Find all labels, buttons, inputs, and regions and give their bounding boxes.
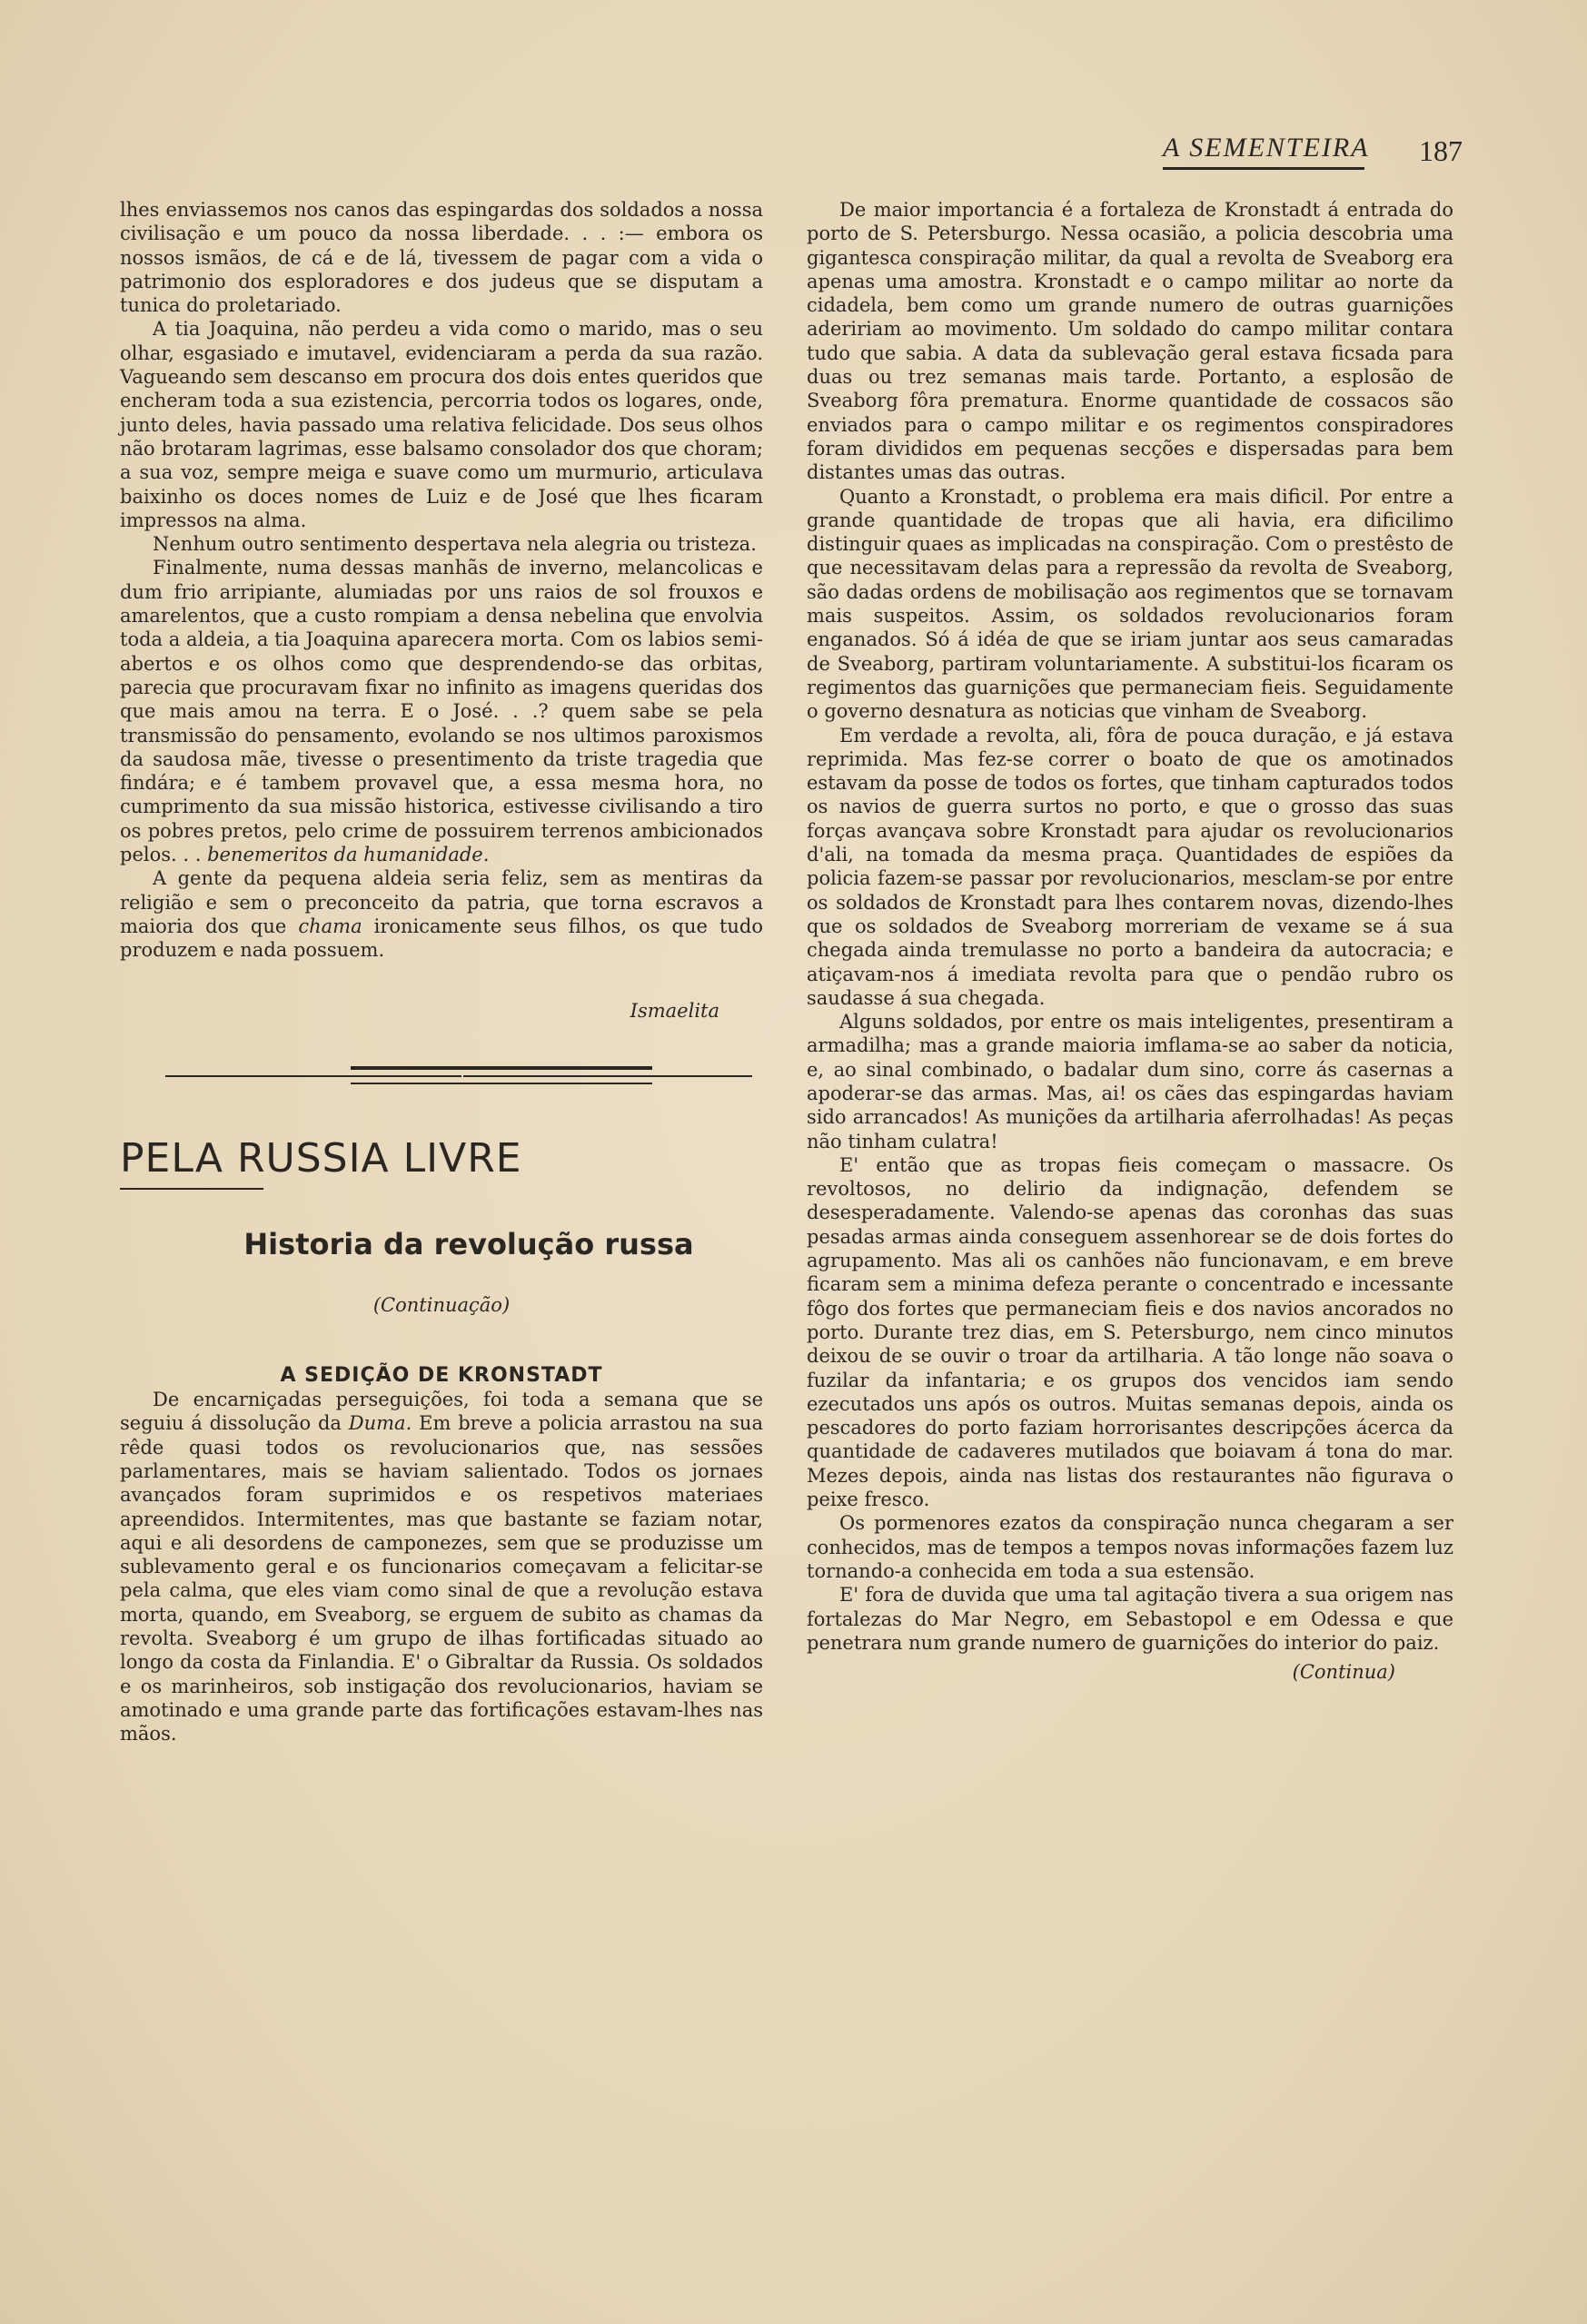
paragraph: A tia Joaquina, não perdeu a vida como o marido, mas o seu olhar, esgasiado e imutavel, evidenciaram a perda da sua razão. Vagueando sem descanso em procura dos dois entes queridos que encheram toda a sua ezistencia, percorria todos os logares, onde, junto deles, havia passado uma relativa felicidade. Dos seus olhos não brotaram lagrimas, esse balsamo consolador dos que choram; a sua voz, sempre meiga e suave como um murmurio, articulava baixinho os doces nomes de Luiz e de José que lhes ficaram impressos na alma. xyxy=(120,318,763,531)
running-header xyxy=(1154,127,1472,171)
right-column xyxy=(807,198,1453,1684)
author-signature: Ismaelita xyxy=(630,999,719,1022)
section-title: PELA RUSSIA LIVRE xyxy=(120,1134,522,1182)
divider-line xyxy=(165,1075,461,1077)
divider-line xyxy=(351,1083,652,1084)
magazine-title: A SEMENTEIRA xyxy=(1163,133,1370,163)
italic-text: Duma. xyxy=(348,1412,412,1435)
section-title-rule xyxy=(120,1188,263,1190)
paragraph: lhes enviassemos nos canos das espingardas dos soldados a nossa civilisação e um pouco da nossa liberdade. . . :— embora os nossos ismãos, de cá e de lá, tivessem de pagar com a vida o patrimonio dos esploradores e dos judeus que se disputam a tunica do proletariado. xyxy=(120,199,763,317)
continuation-note: (Continuação) xyxy=(372,1293,511,1316)
paragraph-text: Em breve a policia arrastou na sua rêde quasi todos os revolucionarios que, nas sessões parlamentares, mais se haviam salientado. Todos os jornaes avançados foram suprimidos e os respetivos materiaes apreendidos. Intermitentes, mas que bastante se faziam notar, aqui e ali desordens de camponezes, sem que se produzisse um sublevamento geral e os funcionarios começavam a felicitar-se pela calma, que eles viam como sinal de que a revolução estava morta, quando, em Sveaborg, se erguem de subito as chamas da revolta. Sveaborg é um grupo de ilhas fortificadas situado ao longo da costa da Finlandia. E' o Gibraltar da Russia. Os soldados e os marinheiros, sob instigação dos revolucionarios, haviam se amotinado e uma grande parte das fortificações estavam-lhes nas mãos. xyxy=(120,1412,763,1745)
italic-text: chama xyxy=(298,915,362,937)
paragraph-text: A gente da pequena aldeia seria feliz, sem as mentiras da religião e sem o preconceito da patria, que torna escravos a maioria dos que xyxy=(120,867,763,937)
paragraph: Alguns soldados, por entre os mais inteligentes, presentiram a armadilha; mas a grande maioria imflama-se ao saber da noticia, e, ao sinal combinado, o badalar dum sino, corre ás casernas a apoderar-se das armas. Mas, ai! os cães das espingardas haviam sido arrancados! As munições da artilharia aferrolhadas! As peças não tinham culatra! xyxy=(807,1011,1453,1152)
paragraph: Quanto a Kronstadt, o problema era mais dificil. Por entre a grande quantidade de tropas que ali havia, era dificilimo distinguir quaes as implicadas na conspiração. Com o prestêsto de que necessitavam delas para a repressão da revolta de Sveaborg, são dadas ordens de mobilisação aos regimentos que se tornavam mais suspeitos. Assim, os soldados revolucionarios foram enganados. Só á idéa de que se iriam juntar aos seus camaradas de Sveaborg, partiram voluntariamente. A substitui-los ficaram os regimentos das guarnições que permaneciam fieis. Seguidamente o governo desnatura as noticias que vinham de Sveaborg. xyxy=(807,485,1453,723)
paragraph xyxy=(120,1388,763,1745)
paragraph: E' então que as tropas fieis começam o massacre. Os revoltosos, no delirio da indignação, defendem se desesperadamente. Valendo-se apenas das coronhas das suas pesadas armas ainda conseguem assenhorear se de dois fortes do agrupamento. Mas ali os canhões não funcionavam, e em breve ficaram sem a minima defeza perante o concentrado e incessante fôgo dos fortes que permaneciam fieis e dos navios ancorados no porto. Durante trez dias, em S. Petersburgo, nem cinco minutos deixou de se ouvir o troar da artilharia. A tão longe não soava o fuzilar da infantaria; e os grupos dos vencidos iam sendo ezecutados uns após os outros. Muitas semanas depois, ainda os pescadores do porto faziam horrorisantes descripções ácerca da quantidade de cadaveres mutilados que boiavam á tona do mar. Mezes depois, ainda nas listas dos restaurantes não figurava o peixe fresco. xyxy=(807,1153,1453,1511)
article-subtitle: Historia da revolução russa xyxy=(243,1226,694,1261)
chapter-title: A SEDIÇÃO DE KRONSTADT xyxy=(280,1363,603,1387)
continua-note: (Continua) xyxy=(1292,1661,1395,1684)
paragraph: E' fora de duvida que uma tal agitação tivera a sua origem nas fortalezas do Mar Negro, em Sebastopol e em Odessa e que penetrara num grande numero de guarnições do interior do paiz. xyxy=(807,1584,1453,1654)
paragraph-text: ironicamente seus filhos, os que tudo produzem e nada possuem. xyxy=(120,915,764,962)
paragraph: Nenhum outro sentimento despertava nela alegria ou tristeza. xyxy=(153,533,757,556)
paragraph: De maior importancia é a fortaleza de Kronstadt á entrada do porto de S. Petersburgo. Nessa ocasião, a policia descobria uma gigantesca conspiração militar, da qual a revolta de Sveaborg era apenas uma amostra. Kronstadt e o campo militar ao norte da cidadela, bem como um grande numero de outras guarnições adeririam ao movimento. Um soldado do campo militar contara tudo que sabia. A data da sublevação geral estava ficsada para duas ou trez semanas mais tarde. Portanto, a esplosão de Sveaborg fôra prematura. Enorme quantidade de cossacos são enviados para o campo militar e os regimentos conspiradores foram divididos em pequenas secções e dispersadas para bem distantes umas das outras. xyxy=(807,199,1453,484)
paragraph-text: Finalmente, numa dessas manhãs de inverno, melancolicas e dum frio arripiante, alumiadas por uns raios de sol frouxos e amarelentos, que a custo rompiam a densa nebelina que envolvia toda a aldeia, a tia Joaquina aparecera morta. Com os labios semi-abertos e os olhos como que desprendendo-se das orbitas, parecia que procuravam fixar no infinito as imagens queridas dos que mais amou na terra. E o José. . .? quem sabe se pela transmissão do pensamento, evolando se nos ultimos paroxismos da saudosa mãe, tivesse o presentimento da triste tragedia que findára; e é tambem provavel que, a essa mesma hora, no cumprimento da sua missão historica, estivesse civilisando a tiro os pobres pretos, pelo crime de possuirem terrenos ambicionados pelos. . . xyxy=(120,557,763,866)
header-rule xyxy=(1163,167,1364,170)
page-number: 187 xyxy=(1419,134,1463,167)
section-divider xyxy=(120,1066,763,1093)
italic-text: benemeritos da humanidade. xyxy=(207,844,490,866)
paragraph xyxy=(120,866,763,962)
paragraph xyxy=(120,556,763,866)
divider-line xyxy=(351,1066,652,1070)
paragraph: Em verdade a revolta, ali, fôra de pouca duração, e já estava reprimida. Mas fez-se correr o boato de que os amotinados estavam da posse de todos os fortes, que tinham capturados todos os navios de guerra surtos no porto, e que o grosso das suas forças avançava sobre Kronstadt para ajudar os revolucionarios d'ali, na tomada da mesma praça. Quantidades de espiões da policia fazem-se passar por revolucionarios, mesclam-se por entre os soldados de Kronstadt para lhes contarem novas, dizendo-lhes que os soldados de Sveaborg morreriam de vexame se á sua chegada ainda tremulasse no porto a bandeira da autocracia; e atiçavam-nos á imediata revolta para que o pendão rubro os saudasse á sua chegada. xyxy=(807,724,1453,1009)
paragraph: Os pormenores ezatos da conspiração nunca chegaram a ser conhecidos, mas de tempos a tempos novas informações fazem luz tornando-a conhecida em toda a sua estensão. xyxy=(807,1512,1453,1582)
divider-line xyxy=(463,1075,752,1077)
left-column xyxy=(120,198,763,1746)
paragraph-text: De encarniçadas perseguições, foi toda a semana que se seguiu á dissolução da xyxy=(120,1389,763,1435)
